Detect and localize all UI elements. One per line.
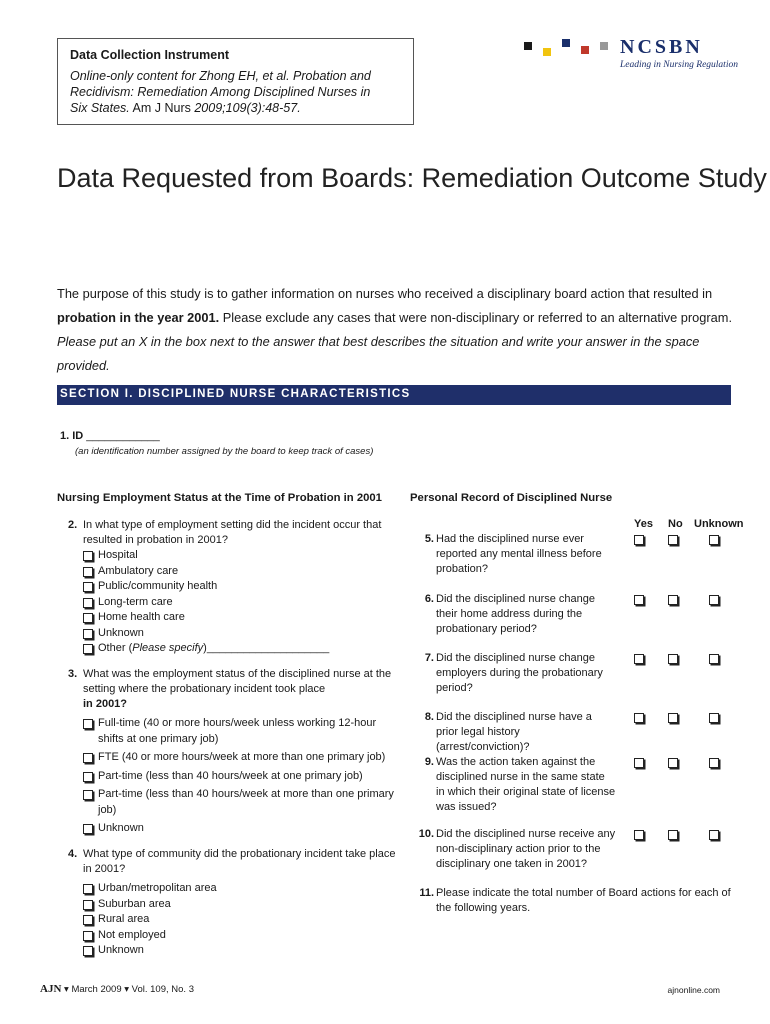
citation-volume: 2009;109(3):48-57. bbox=[194, 101, 301, 115]
journal-name: AJN bbox=[40, 983, 62, 995]
footer-journal bbox=[40, 983, 194, 995]
option-item[interactable] bbox=[68, 716, 398, 747]
logo-name: NCSBN bbox=[620, 36, 703, 58]
logo-square bbox=[562, 39, 570, 47]
checkbox[interactable] bbox=[83, 772, 93, 782]
question-number: 4. bbox=[68, 848, 78, 860]
question-number: 2. bbox=[68, 519, 78, 531]
checkbox[interactable] bbox=[83, 915, 93, 925]
citation-line: Six States. bbox=[70, 101, 130, 115]
yes-checkbox[interactable] bbox=[634, 758, 644, 768]
intro-bold: probation in the year 2001. bbox=[57, 310, 220, 325]
question-9 bbox=[416, 755, 616, 815]
question-text: Had the disciplined nurse ever reported any mental illness before probation? bbox=[436, 533, 602, 575]
question-text: Please indicate the total number of Board actions for each of the following years. bbox=[436, 887, 731, 914]
right-column-heading: Personal Record of Disciplined Nurse bbox=[410, 492, 613, 504]
option-item[interactable] bbox=[68, 610, 398, 626]
option-label: Unknown bbox=[98, 944, 144, 956]
checkbox[interactable] bbox=[83, 629, 93, 639]
option-item[interactable] bbox=[68, 595, 398, 611]
question-text: Did the disciplined nurse change employers during the probationary period? bbox=[436, 652, 603, 694]
question-3 bbox=[68, 667, 398, 840]
checkbox[interactable] bbox=[83, 946, 93, 956]
option-item[interactable] bbox=[68, 769, 398, 785]
checkbox[interactable] bbox=[83, 598, 93, 608]
question-number: 8. bbox=[424, 711, 434, 723]
id-field[interactable]: ____________ bbox=[83, 430, 160, 442]
unknown-checkbox[interactable] bbox=[709, 595, 719, 605]
option-label: Part-time (less than 40 hours/week at more than one primary job) bbox=[98, 788, 394, 816]
question-4 bbox=[68, 847, 398, 959]
intro-line: Please exclude any cases that were non-disciplinary or referred to an alternative program. bbox=[219, 310, 733, 325]
logo-square bbox=[543, 48, 551, 56]
option-item[interactable] bbox=[68, 750, 398, 766]
checkbox[interactable] bbox=[83, 824, 93, 834]
checkbox[interactable] bbox=[83, 644, 93, 654]
option-label: Not employed bbox=[98, 928, 166, 941]
yes-checkbox[interactable] bbox=[634, 595, 644, 605]
no-header: No bbox=[668, 518, 683, 530]
ncsbn-logo bbox=[524, 36, 738, 76]
option-label: Other ( bbox=[98, 642, 133, 654]
q1-label: 1. ID bbox=[60, 430, 84, 442]
no-checkbox[interactable] bbox=[668, 535, 678, 545]
option-label: Public/community health bbox=[98, 580, 218, 592]
no-checkbox[interactable] bbox=[668, 713, 678, 723]
option-item[interactable] bbox=[68, 897, 398, 913]
option-label: Home health care bbox=[98, 611, 185, 623]
footer-site: ajnonline.com bbox=[667, 985, 720, 995]
checkbox[interactable] bbox=[83, 613, 93, 623]
question-number: 5. bbox=[424, 533, 434, 545]
page-title: Data Requested from Boards: Remediation Outcome Study bbox=[57, 163, 767, 193]
question-text bbox=[68, 667, 398, 712]
logo-tagline: Leading in Nursing Regulation bbox=[620, 60, 738, 70]
option-label: Unknown bbox=[98, 822, 144, 834]
checkbox[interactable] bbox=[83, 790, 93, 800]
no-checkbox[interactable] bbox=[668, 758, 678, 768]
question-text-main: What was the employment status of the disciplined nurse at the setting where the probationary incident took place bbox=[83, 668, 392, 695]
question-number: 6. bbox=[424, 593, 434, 605]
option-label: Full-time (40 or more hours/week unless working 12-hour shifts at one primary job) bbox=[98, 717, 377, 745]
checkbox[interactable] bbox=[83, 567, 93, 577]
no-checkbox[interactable] bbox=[668, 654, 678, 664]
option-item[interactable] bbox=[68, 787, 398, 818]
logo-square bbox=[581, 46, 589, 54]
intro-line: The purpose of this study is to gather information on nurses who received a disciplinary board action that resulted in bbox=[57, 286, 713, 301]
option-item[interactable] bbox=[68, 548, 398, 564]
issue-info: ▾ March 2009 ▾ Vol. 109, No. 3 bbox=[61, 984, 194, 995]
question-text-bold: in 2001? bbox=[83, 698, 128, 710]
yes-header: Yes bbox=[634, 518, 653, 530]
checkbox[interactable] bbox=[83, 582, 93, 592]
question-text: Did the disciplined nurse receive any non-disciplinary action prior to the disciplinary one taken in 2001? bbox=[436, 828, 616, 870]
question-text: Did the disciplined nurse change their home address during the probationary period? bbox=[436, 593, 595, 635]
option-item[interactable] bbox=[68, 943, 398, 959]
checkbox[interactable] bbox=[83, 900, 93, 910]
intro-paragraph bbox=[57, 282, 737, 378]
no-checkbox[interactable] bbox=[668, 830, 678, 840]
option-label: Ambulatory care bbox=[98, 564, 179, 577]
citation-line: Online-only content for Zhong EH, et al. Probation and bbox=[70, 69, 371, 83]
q1-note: (an identification number assigned by the board to keep track of cases) bbox=[75, 446, 374, 457]
option-label: Hospital bbox=[98, 549, 138, 561]
checkbox[interactable] bbox=[83, 884, 93, 894]
question-text: In what type of employment setting did the incident occur that resulted in probation in 2001? bbox=[83, 519, 382, 546]
option-label: Unknown bbox=[98, 626, 144, 639]
option-item[interactable] bbox=[68, 626, 398, 642]
option-label: Long-term care bbox=[98, 595, 173, 608]
question-2 bbox=[68, 518, 398, 657]
question-text: Did the disciplined nurse have a prior legal history (arrest/conviction)? bbox=[436, 711, 592, 753]
option-label: Urban/metropolitan area bbox=[98, 882, 217, 894]
option-item[interactable] bbox=[68, 881, 398, 897]
question-5 bbox=[416, 532, 616, 577]
question-number: 3. bbox=[68, 668, 78, 680]
left-column-heading: Nursing Employment Status at the Time of Probation in 2001 bbox=[57, 492, 382, 504]
question-11 bbox=[416, 886, 736, 916]
citation-box bbox=[57, 38, 414, 125]
unknown-checkbox[interactable] bbox=[709, 830, 719, 840]
yes-checkbox[interactable] bbox=[634, 535, 644, 545]
question-10 bbox=[416, 827, 616, 872]
option-item[interactable] bbox=[68, 821, 398, 837]
question-1 bbox=[60, 430, 374, 457]
checkbox[interactable] bbox=[83, 719, 93, 729]
option-item[interactable] bbox=[68, 564, 398, 580]
option-label: Suburban area bbox=[98, 897, 171, 910]
yes-checkbox[interactable] bbox=[634, 713, 644, 723]
question-8 bbox=[416, 710, 616, 755]
option-item[interactable] bbox=[68, 579, 398, 595]
logo-square bbox=[600, 42, 608, 50]
other-specify-field[interactable]: )____________________ bbox=[203, 642, 330, 654]
question-text: What type of community did the probationary incident take place in 2001? bbox=[83, 848, 396, 875]
unknown-checkbox[interactable] bbox=[709, 654, 719, 664]
citation-journal: Am J Nurs bbox=[129, 101, 195, 115]
option-label-italic: Please specify bbox=[132, 642, 204, 654]
no-checkbox[interactable] bbox=[668, 595, 678, 605]
unknown-checkbox[interactable] bbox=[709, 535, 719, 545]
citation-text bbox=[70, 68, 401, 116]
unknown-header: Unknown bbox=[694, 518, 744, 530]
logo-square bbox=[524, 42, 532, 50]
option-item[interactable] bbox=[68, 928, 398, 944]
checkbox[interactable] bbox=[83, 931, 93, 941]
option-label: Rural area bbox=[98, 913, 150, 925]
question-number: 7. bbox=[424, 652, 434, 664]
checkbox[interactable] bbox=[83, 753, 93, 763]
citation-line: Recidivism: Remediation Among Disciplined Nurses in bbox=[70, 85, 371, 99]
question-7 bbox=[416, 651, 616, 696]
unknown-checkbox[interactable] bbox=[709, 713, 719, 723]
option-other[interactable] bbox=[68, 641, 398, 657]
question-number: 10. bbox=[418, 828, 434, 840]
box-heading: Data Collection Instrument bbox=[70, 48, 230, 62]
question-text: Was the action taken against the disciplined nurse in the same state in which their original state of license was issued? bbox=[436, 756, 616, 813]
option-item[interactable] bbox=[68, 912, 398, 928]
unknown-checkbox[interactable] bbox=[709, 758, 719, 768]
intro-instruction: Please put an X in the box next to the answer that best describes the situation and write your answer in the space provided. bbox=[57, 334, 700, 373]
question-number: 9. bbox=[424, 756, 434, 768]
yes-checkbox[interactable] bbox=[634, 654, 644, 664]
option-label: FTE (40 or more hours/week at more than one primary job) bbox=[98, 751, 386, 763]
checkbox[interactable] bbox=[83, 551, 93, 561]
yes-checkbox[interactable] bbox=[634, 830, 644, 840]
question-6 bbox=[416, 592, 616, 637]
option-label: Part-time (less than 40 hours/week at one primary job) bbox=[98, 769, 363, 782]
section-header: SECTION I. DISCIPLINED NURSE CHARACTERISTICS bbox=[57, 385, 731, 405]
question-number: 11. bbox=[419, 887, 434, 899]
